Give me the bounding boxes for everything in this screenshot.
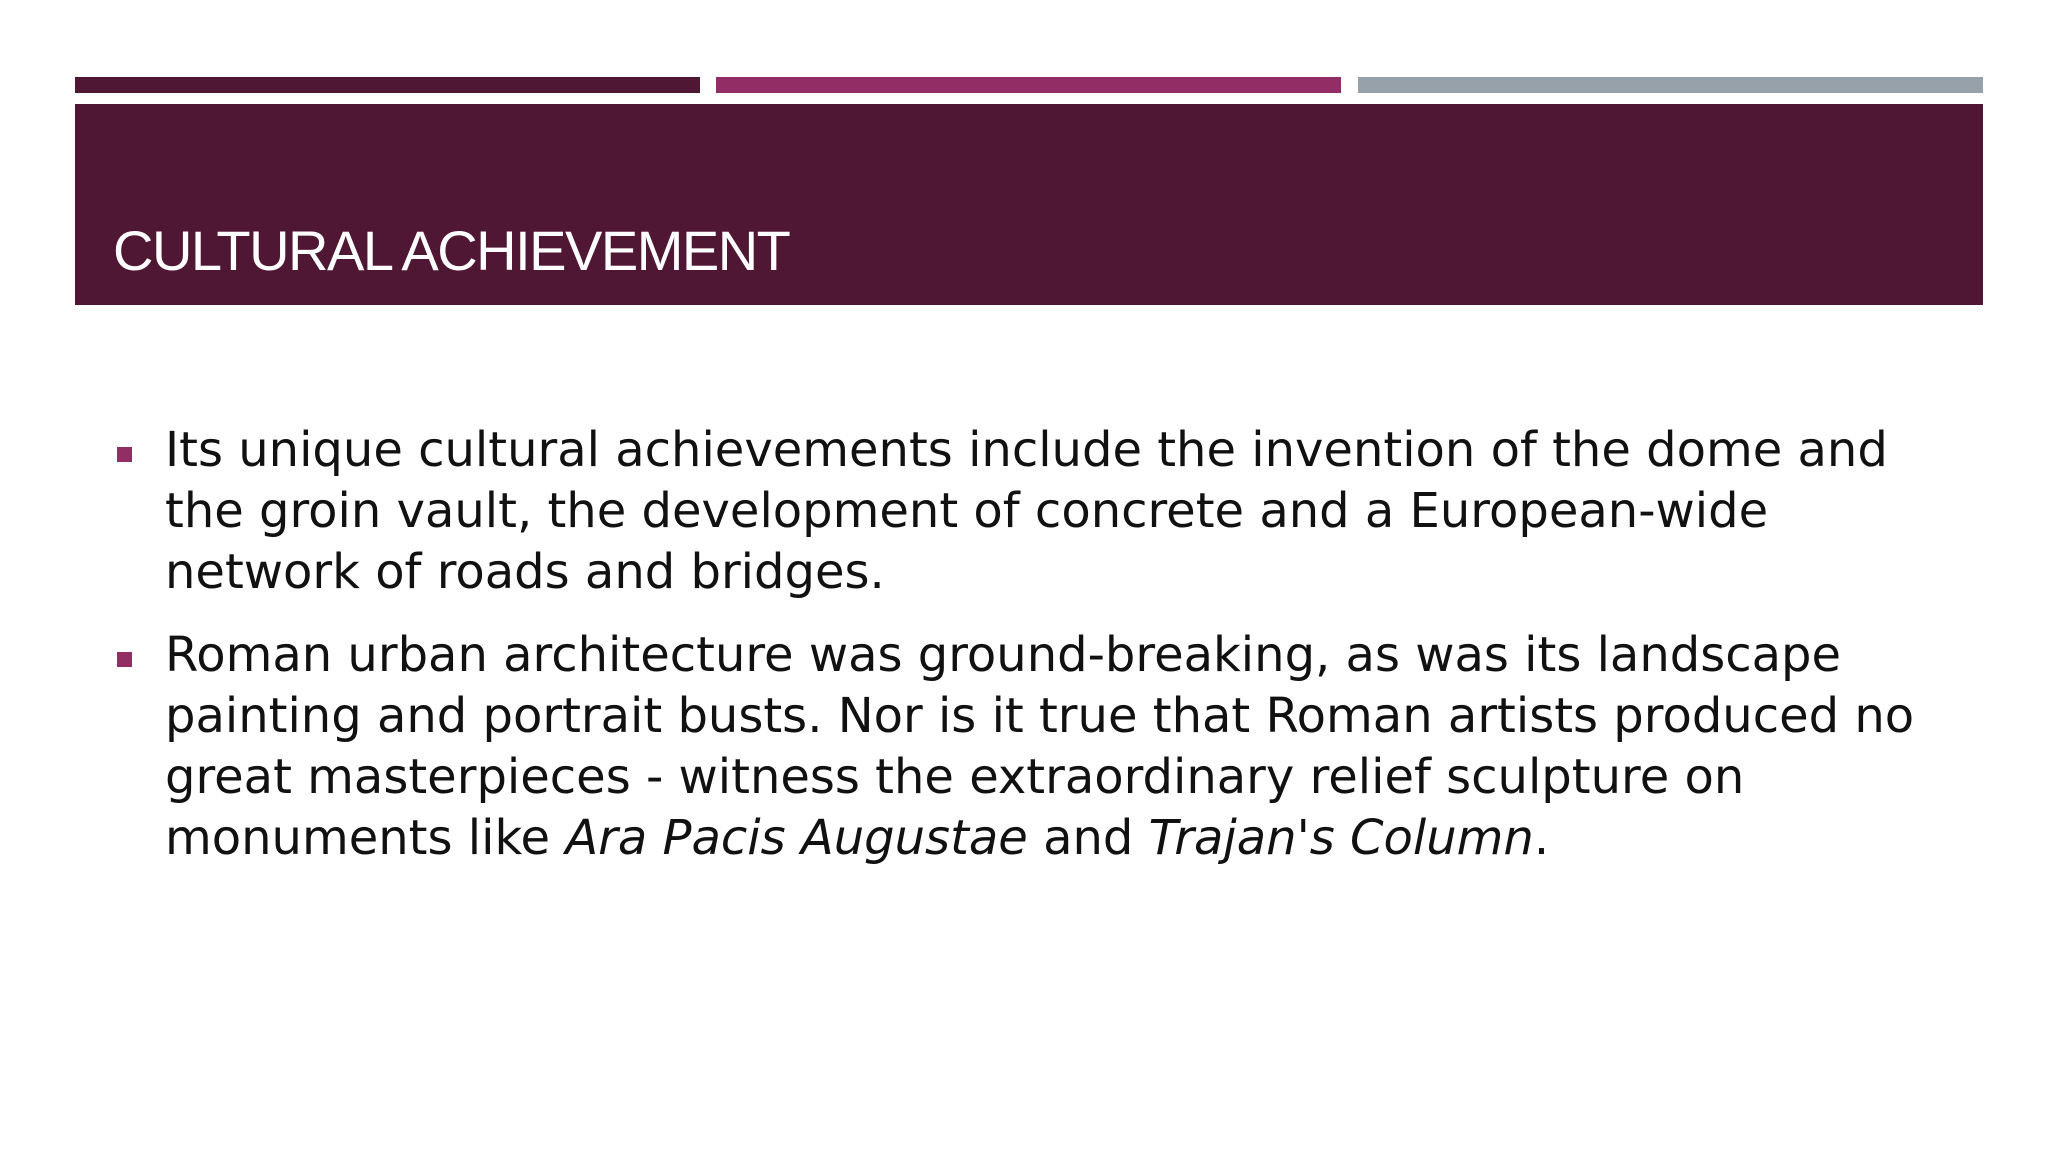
italic-title-ara-pacis: Ara Pacis Augustae (565, 810, 1028, 866)
slide-title: CULTURAL ACHIEVEMENT (113, 219, 790, 282)
accent-bar-gray (1358, 77, 1983, 93)
accent-bar-dark (75, 77, 700, 93)
bullet-list (115, 420, 1945, 869)
bullet-text-segment: . (1533, 810, 1550, 866)
bullet-text (165, 627, 1914, 866)
bullet-text: Its unique cultural achievements include the invention of the dome and the groin vault, the development of concrete and a European-wide network of roads and bridges. (165, 422, 1888, 600)
italic-title-trajans-column: Trajan's Column (1148, 810, 1534, 866)
square-bullet-icon (117, 447, 132, 462)
bullet-item (115, 625, 1945, 869)
bullet-text-segment: Roman urban architecture was ground-breaking, as was its landscape painting and portrait busts. Nor is it true that Roman artists produced no great masterpieces - witness the extraordinary relief sculpture on monuments like (165, 627, 1915, 866)
title-band (75, 104, 1983, 305)
square-bullet-icon (117, 652, 132, 667)
bullet-item (115, 420, 1945, 603)
bullet-text-segment: and (1027, 810, 1149, 866)
accent-bar-magenta (716, 77, 1341, 93)
slide-body (115, 420, 1945, 891)
